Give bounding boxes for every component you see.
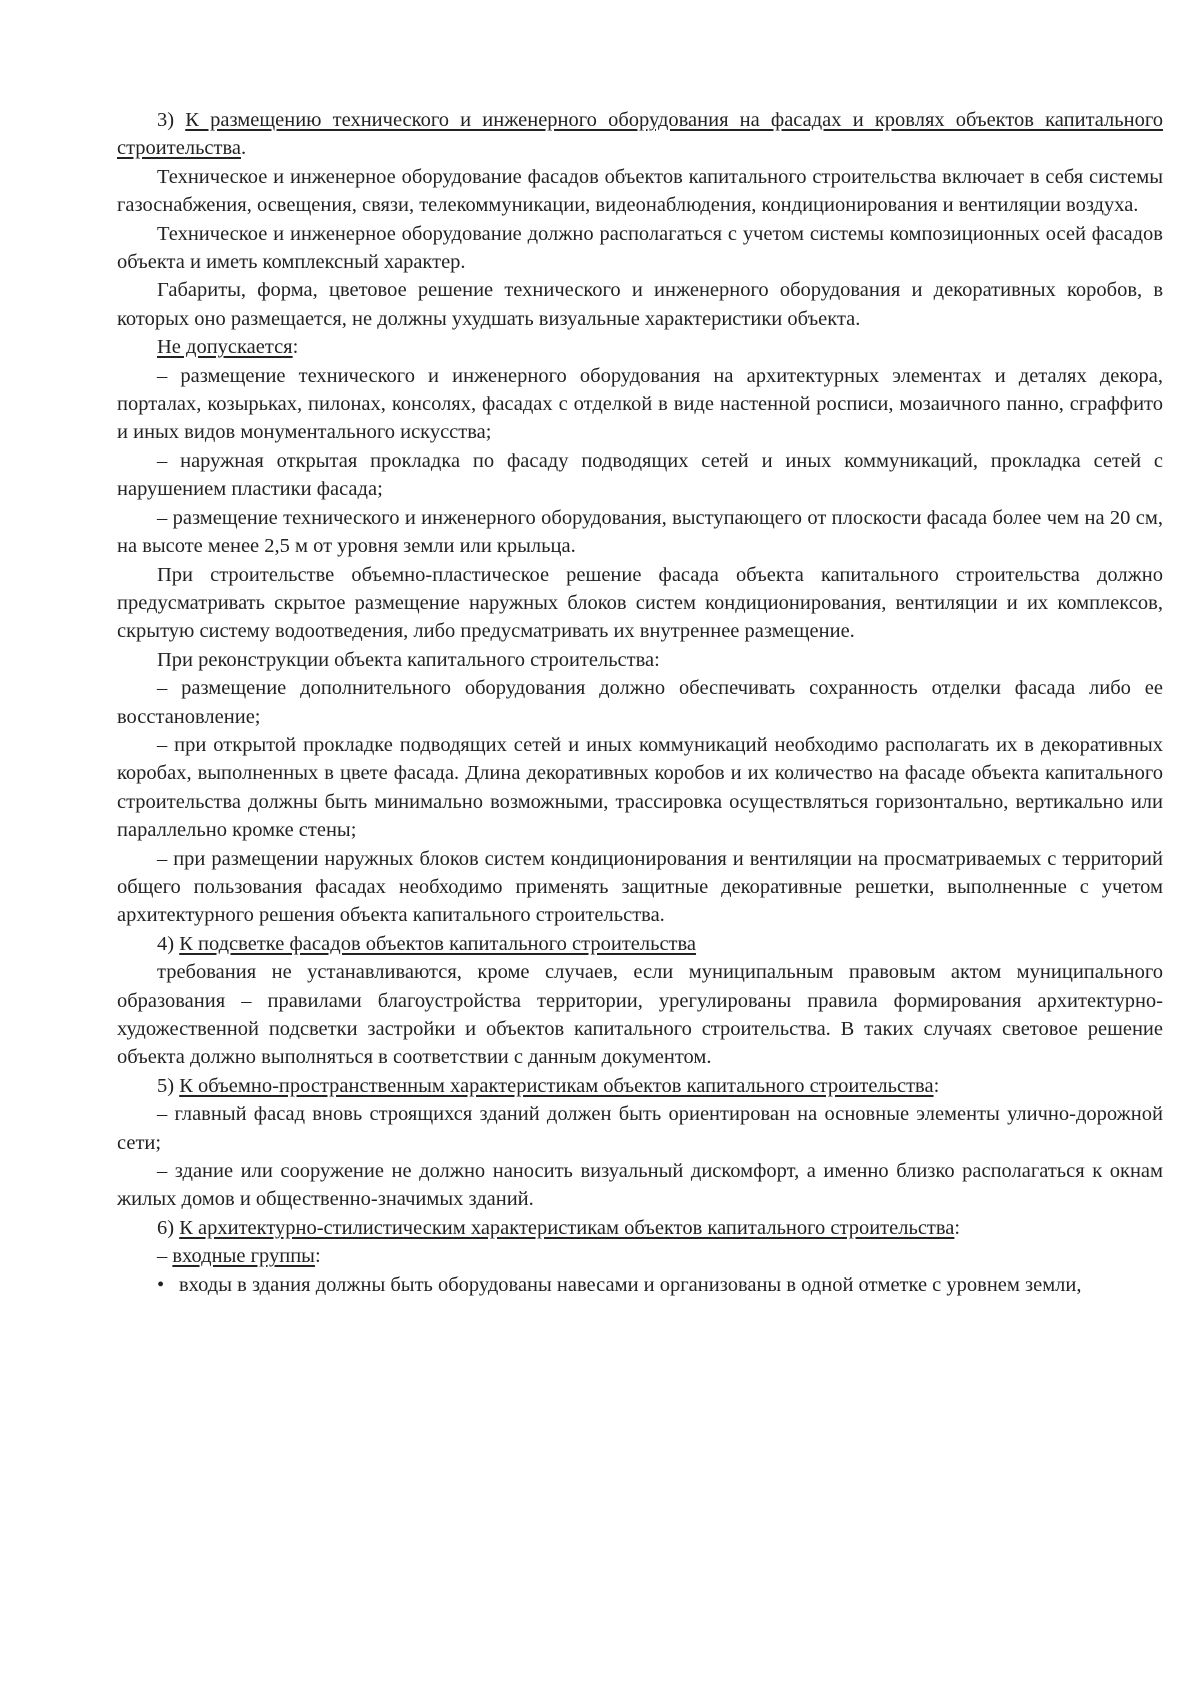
punctuation: : [933, 1074, 940, 1097]
paragraph: Техническое и инженерное оборудование должно располагаться с учетом системы композиционных осей фасадов объекта и иметь комплексный характер. [117, 222, 1163, 274]
section-number: 4) [157, 932, 175, 955]
bullet-text: входы в здания должны быть оборудованы навесами и организованы в одной отметке с уровнем земли, [179, 1273, 1082, 1296]
list-item: – главный фасад вновь строящихся зданий должен быть ориентирован на основные элементы улично-дорожной сети; [117, 1103, 1163, 1154]
paragraph: При строительстве объемно-пластическое решение фасада объекта капитального строительства должно предусматривать скрытое размещение наружных блоков систем кондиционирования, вентиляции и их комплексов, скрытую систему водоотведения, либо предусматривать их внутреннее размещение. [117, 563, 1163, 643]
punctuation: : [954, 1216, 961, 1239]
section-number: 3) [157, 109, 175, 131]
punctuation: : [314, 1245, 321, 1268]
list-item: – размещение технического и инженерного оборудования, выступающего от плоскости фасада более чем на 20 см, на высоте менее 2,5 м от уровня земли или крыльца. [117, 506, 1163, 558]
section-title: К размещению технического и инженерного оборудования на фасадах и кровлях объектов капитального строительства [117, 109, 1164, 160]
section-title: К подсветке фасадов объектов капитального строительства [179, 932, 697, 955]
section-number: 5) [157, 1074, 175, 1097]
list-item: – размещение дополнительного оборудования должно обеспечивать сохранность отделки фасада либо ее восстановление; [117, 677, 1163, 728]
paragraph: Габариты, форма, цветовое решение технического и инженерного оборудования и декоративных коробов, в которых оно размещается, не должны ухудшать визуальные характеристики объекта. [117, 279, 1163, 330]
dash: – [157, 1245, 168, 1268]
list-item: – наружная открытая прокладка по фасаду подводящих сетей и иных коммуникаций, прокладка сетей с нарушением пластики фасада; [117, 449, 1163, 501]
prohibited-heading [117, 333, 1163, 361]
section-title: К архитектурно-стилистическим характеристикам объектов капитального строительства [179, 1216, 955, 1239]
bullet-icon: • [157, 1273, 165, 1296]
section-title: К объемно-пространственным характеристикам объектов капитального строительства [179, 1074, 934, 1097]
list-item: – размещение технического и инженерного оборудования на архитектурных элементах и деталях декора, порталах, козырьках, пилонах, консолях, фасадах с отделкой в виде настенной росписи, мозаичного панно, сграффито и иных видов монументального искусства; [117, 364, 1163, 444]
document-page [117, 106, 1163, 1299]
paragraph: Техническое и инженерное оборудование фасадов объектов капитального строительства включает в себя системы газоснабжения, освещения, связи, телекоммуникации, видеонаблюдения, кондиционирования и вентиляции воздуха. [117, 165, 1163, 217]
section-number: 6) [157, 1216, 175, 1239]
section-3-heading [117, 106, 1163, 163]
section-5-heading [117, 1072, 1163, 1100]
section-4-heading [117, 930, 1163, 958]
entrance-groups-label: входные группы [172, 1245, 315, 1268]
bullet-item [117, 1271, 1163, 1299]
section-6-heading [117, 1214, 1163, 1242]
entrance-groups-heading [117, 1242, 1163, 1270]
punctuation: : [292, 336, 299, 359]
list-item: – при размещении наружных блоков систем кондиционирования и вентиляции на просматриваемых с территорий общего пользования фасадах необходимо применять защитные декоративные решетки, выполненные с учетом архитектурного решения объекта капитального строительства. [117, 847, 1163, 927]
prohibited-label: Не допускается [157, 336, 293, 359]
paragraph: требования не устанавливаются, кроме случаев, если муниципальным правовым актом муниципального образования – правилами благоустройства территории, урегулированы правила формирования архитектурно-художественной подсветки застройки и объектов капитального строительства. В таких случаях световое решение объекта должно выполняться в соответствии с данным документом. [117, 961, 1163, 1069]
list-item: – здание или сооружение не должно наносить визуальный дискомфорт, а именно близко располагаться к окнам жилых домов и общественно-значимых зданий. [117, 1160, 1163, 1211]
punctuation: . [240, 137, 247, 160]
paragraph: При реконструкции объекта капитального строительства: [157, 648, 660, 671]
list-item: – при открытой прокладке подводящих сетей и иных коммуникаций необходимо располагать их в декоративных коробах, выполненных в цвете фасада. Длина декоративных коробов и их количество на фасаде объекта капитального строительства должны быть минимально возможными, трассировка осуществляться горизонтально, вертикально или параллельно кромке стены; [117, 733, 1163, 842]
